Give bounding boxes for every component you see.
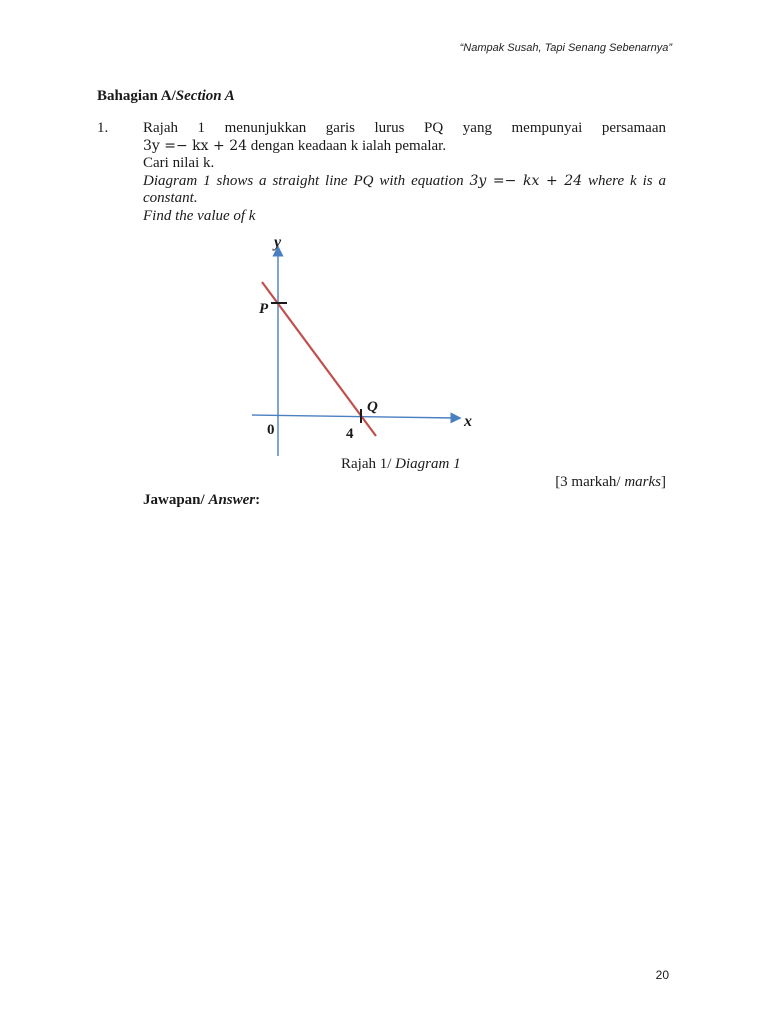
origin-label: 0: [267, 422, 275, 438]
x-axis: [252, 415, 456, 418]
question-number: 1.: [97, 120, 109, 136]
question-en-suffix: where k is a: [588, 172, 666, 189]
question-en-line-2: constant.: [143, 190, 198, 206]
section-title-ms: Bahagian A/: [97, 88, 176, 104]
equation-en: 3y =− kx + 24: [469, 172, 583, 189]
question-en-line-1: [143, 173, 666, 191]
x-axis-label: x: [464, 413, 472, 430]
question-line-3: Cari nilai k.: [143, 155, 215, 171]
line-pq: [262, 282, 376, 436]
question-line-1: Rajah 1 menunjukkan garis lurus PQ yang mempunyai persamaan: [143, 120, 666, 136]
question-line-2-suffix: dengan keadaan k ialah pemalar.: [250, 137, 447, 154]
x-intercept-label: 4: [346, 426, 354, 442]
answer-label: [143, 492, 260, 509]
caption-en: Diagram 1: [391, 456, 461, 472]
answer-en: Answer: [208, 492, 256, 508]
marks-close: ]: [661, 474, 666, 490]
marks-en: marks: [624, 474, 661, 490]
diagram-svg: [240, 228, 490, 460]
header-quote: “Nampak Susah, Tapi Senang Sebenarnya”: [459, 42, 672, 54]
section-title-en: Section A: [175, 88, 235, 104]
marks-open: [3 markah/: [555, 474, 625, 490]
point-p-label: P: [259, 301, 269, 317]
equation: 3y =− kx + 24: [143, 137, 248, 154]
section-title: [97, 88, 235, 105]
diagram-1: [240, 228, 490, 460]
marks-label: [555, 474, 666, 491]
question-en-prefix: Diagram 1 shows a straight line PQ with equation: [143, 172, 464, 189]
page-number: 20: [655, 968, 669, 982]
y-axis-label: y: [274, 234, 282, 251]
question-line-2: [143, 138, 666, 156]
diagram-caption: [341, 456, 461, 473]
answer-colon: :: [255, 492, 261, 508]
caption-ms: Rajah 1/: [341, 456, 392, 472]
answer-ms: Jawapan/: [143, 492, 209, 508]
question-body: [143, 120, 666, 225]
question-en-line-3: Find the value of k: [143, 207, 256, 224]
point-q-label: Q: [367, 399, 378, 415]
